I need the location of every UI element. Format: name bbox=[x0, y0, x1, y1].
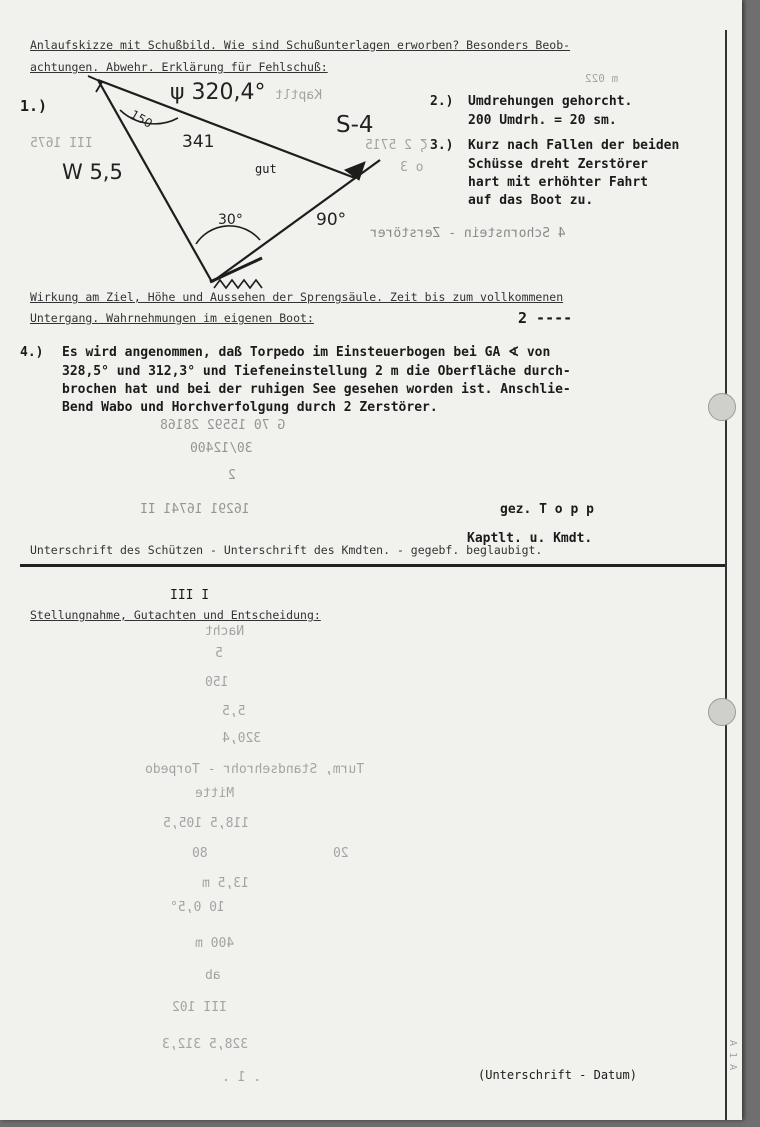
remark-3-line2: Schüsse dreht Zerstörer bbox=[468, 157, 649, 172]
para-4-line1: Es wird angenommen, daß Torpedo im Einsteuerbogen bei GA ∢ von bbox=[62, 345, 551, 360]
sketch-item-marker: 1.) bbox=[20, 97, 48, 115]
ghost-text-2: III 1675 bbox=[30, 136, 93, 151]
remark-2-line1: Umdrehungen gehorcht. bbox=[468, 94, 633, 109]
ghost-lower-7: 118,5 105,5 bbox=[163, 816, 250, 831]
section-divider bbox=[20, 564, 725, 567]
form-label-effect-line1: Wirkung am Ziel, Höhe und Aussehen der Sprengsäule. Zeit bis zum vollkommenen bbox=[30, 290, 564, 304]
ghost-text-9: 16291 16741 II bbox=[140, 502, 250, 517]
ghost-lower-1: 5 bbox=[215, 646, 223, 661]
ghost-text-6: G 70 15592 28168 bbox=[160, 418, 286, 433]
ghost-text-7: 30/12400 bbox=[190, 441, 253, 456]
ghost-lower-6: Mitte bbox=[195, 786, 235, 801]
ghost-lower-9: 20 bbox=[333, 846, 349, 861]
ghost-text-5: 4 Schornstein - Zerstörer bbox=[370, 226, 566, 241]
remark-3-marker: 3.) bbox=[430, 138, 454, 153]
form-label-sketch-line1: Anlaufskizze mit Schußbild. Wie sind Schußunterlagen erworben? Besonders Beob- bbox=[30, 38, 571, 52]
signature-rank: Kaptlt. u. Kmdt. bbox=[467, 531, 593, 546]
ghost-lower-4: 320,4 bbox=[222, 731, 262, 746]
para-4-line3: brochen hat und bei der ruhigen See gesehen worden ist. Anschlie- bbox=[62, 382, 571, 397]
sketch-value-341: 341 bbox=[182, 132, 215, 152]
signature-date-label: (Unterschrift - Datum) bbox=[478, 1068, 637, 1082]
sketch-hit-label: gut bbox=[255, 162, 277, 176]
para-4-line2: 328,5° und 312,3° und Tiefeneinstellung 2 m die Oberfläche durch- bbox=[62, 364, 571, 379]
ghost-text-1: Kaptlt bbox=[275, 88, 322, 103]
remark-3-line1: Kurz nach Fallen der beiden bbox=[468, 138, 680, 153]
signature-footer-label: Unterschrift des Schützen - Unterschrift des Kmdten. - gegebf. beglaubigt. bbox=[30, 543, 543, 557]
ghost-lower-15: 328,5 312,3 bbox=[162, 1037, 249, 1052]
remark-3-line4: auf das Boot zu. bbox=[468, 193, 594, 208]
sketch-lines bbox=[88, 76, 380, 288]
ghost-lower-14: III 102 bbox=[172, 1000, 227, 1015]
signature-gez: gez. T o p p bbox=[500, 502, 594, 517]
para-4-line4: Bend Wabo und Horchverfolgung durch 2 Zerstörer. bbox=[62, 400, 438, 415]
sketch-wind-value: W 5,5 bbox=[62, 160, 123, 184]
sketch-heading-value: ψ 320,4° bbox=[170, 80, 266, 105]
ghost-lower-10: 13,5 m bbox=[202, 876, 249, 891]
remark-2-marker: 2.) bbox=[430, 94, 454, 109]
form-label-effect-line2: Untergang. Wahrnehmungen im eigenen Boot: bbox=[30, 311, 314, 325]
ghost-text-10: m 022 bbox=[585, 72, 619, 85]
sketch-angle-top: 150 bbox=[128, 107, 155, 131]
form-label-assessment: Stellungnahme, Gutachten und Entscheidung: bbox=[30, 608, 321, 622]
ghost-lower-13: ab bbox=[205, 968, 221, 983]
ghost-lower-11: 10 0,5° bbox=[170, 900, 225, 915]
effect-value: 2 ---- bbox=[518, 309, 573, 327]
ghost-text-3: ζ 2 5715 bbox=[365, 138, 428, 153]
remark-2-line2: 200 Umdrh. = 20 sm. bbox=[468, 113, 617, 128]
ghost-lower-3: 5,5 bbox=[222, 704, 246, 719]
remark-3-line3: hart mit erhöhter Fahrt bbox=[468, 175, 649, 190]
side-note: A 1 A bbox=[727, 1040, 738, 1071]
para-4-marker: 4.) bbox=[20, 345, 44, 360]
ghost-lower-8: 80 bbox=[192, 846, 208, 861]
ghost-lower-5: Turm, Standsehrohr - Torpedo bbox=[145, 762, 365, 777]
ghost-text-8: 2 bbox=[228, 468, 236, 483]
sketch-angle-bottom: 30° bbox=[218, 212, 243, 228]
ghost-lower-0: Nacht bbox=[205, 624, 245, 639]
form-label-sketch-line2: achtungen. Abwehr. Erklärung für Fehlschuß: bbox=[30, 60, 328, 74]
roman-numerals: III I bbox=[170, 588, 210, 603]
sketch-angle-right: 90° bbox=[316, 210, 347, 230]
ghost-lower-16: . 1 . bbox=[222, 1070, 262, 1085]
ghost-text-4: o 3 bbox=[400, 160, 424, 175]
ghost-lower-2: 150 bbox=[205, 675, 229, 690]
sketch-target-code: S-4 bbox=[336, 112, 374, 138]
ghost-lower-12: 400 m bbox=[195, 936, 235, 951]
